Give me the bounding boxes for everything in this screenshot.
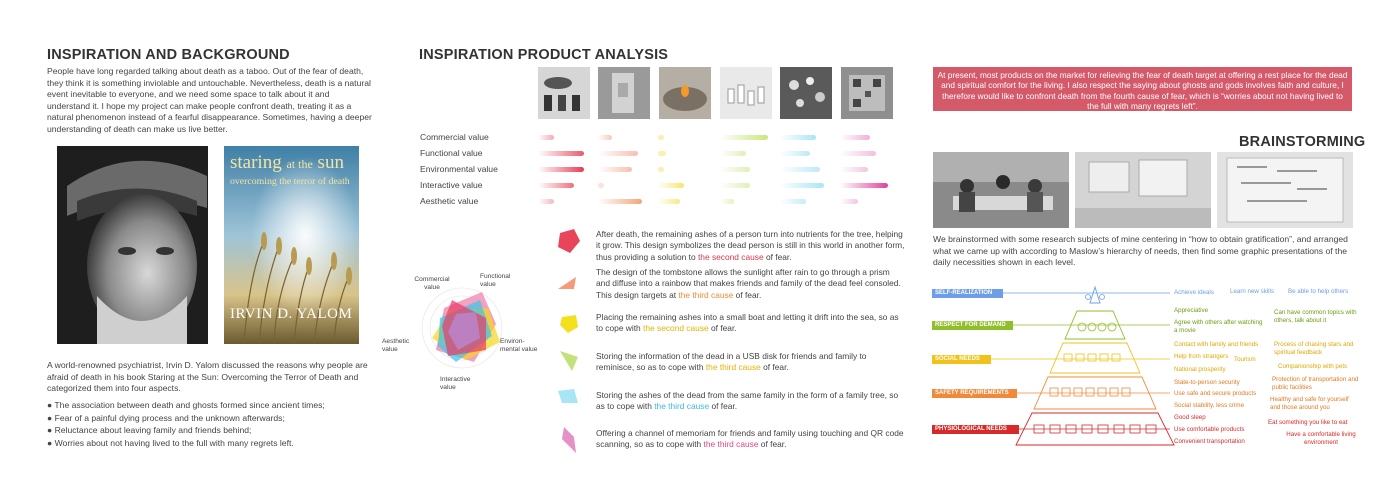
- maslow-level-social: SOCIAL NEEDS: [932, 355, 991, 364]
- value-bar: [658, 151, 666, 156]
- product-thumbnail: [598, 67, 650, 119]
- value-bar: [658, 135, 664, 140]
- section-title-inspiration: INSPIRATION AND BACKGROUND: [47, 47, 290, 63]
- value-bar: [780, 151, 810, 156]
- need-item: Learn new skills: [1230, 288, 1275, 295]
- value-bar: [658, 183, 684, 188]
- value-bar: [840, 151, 876, 156]
- need-item: State-to-person security: [1174, 379, 1240, 386]
- value-bar: [538, 183, 574, 188]
- need-item: Convenient transportation: [1174, 438, 1245, 445]
- row-label-interactive: Interactive value: [420, 180, 483, 190]
- book-title: staring at the sun: [230, 152, 344, 173]
- product-thumbnail: [659, 67, 711, 119]
- need-item: Process of chasing stars and spiritual feedback: [1274, 341, 1354, 356]
- fear-causes-list: [47, 399, 377, 449]
- maslow-level-respect: RESPECT FOR DEMAND: [932, 321, 1013, 330]
- product-thumbnail: [780, 67, 832, 119]
- intro-paragraph: People have long regarded talking about death as a taboo. Out of the fear of death, they think it is something inviolable and untouchable. Nevertheless, death is a natural event inevitable to everyone, and we need some space to talk about it and understand it. I hope my project can make people confront death, treating it as a natural phenomenon instead of a fearful disappearance. Sometimes, having a deeper understanding of death can make us live better.: [47, 66, 372, 134]
- value-bar: [840, 199, 858, 204]
- section-title-brainstorming: BRAINSTORMING: [1239, 134, 1366, 150]
- value-bar: [780, 199, 806, 204]
- need-item: Be able to help others: [1288, 288, 1349, 295]
- need-item: Tourism: [1234, 356, 1256, 363]
- maslow-level-self-realization: SELF-REALIZATION: [932, 289, 1003, 298]
- value-bar: [538, 135, 554, 140]
- value-bar: [598, 183, 604, 188]
- radar-label-aesthetic: Aesthetic value: [382, 338, 410, 353]
- need-item: Protection of transportation and public facilities: [1272, 376, 1359, 391]
- portrait-photo: [57, 146, 208, 344]
- need-item: Have a comfortable living environment: [1286, 431, 1356, 446]
- section-title-product-analysis: INSPIRATION PRODUCT ANALYSIS: [419, 47, 669, 63]
- product-thumbnail: [538, 67, 590, 119]
- row-label-aesthetic: Aesthetic value: [420, 196, 479, 206]
- row-label-functional: Functional value: [420, 148, 483, 158]
- product-description: Storing the information of the dead in a USB disk for friends and family to reminisce, so as to cope with the third cause of fear.: [596, 351, 867, 373]
- value-bar: [720, 135, 768, 140]
- brainstorm-paragraph: We brainstormed with some research subjects of mine centering in “how to obtain gratification”, and arranged what we came up with according to Maslow’s hierarchy of needs, then find some graphic presentations of the daily necessities shown in each level.: [933, 234, 1348, 268]
- product-description: Offering a channel of memoriam for friends and family using touching and QR code scanning, so as to cope with the third cause of fear.: [596, 428, 904, 450]
- value-bar: [720, 183, 750, 188]
- radar-chart: [382, 270, 542, 395]
- need-item: Eat something you like to eat: [1268, 419, 1348, 426]
- value-bar: [780, 167, 820, 172]
- need-item: Social stability, less crime: [1174, 402, 1245, 409]
- value-bar: [840, 183, 888, 188]
- list-item: ● Reluctance about leaving family and friends behind;: [47, 425, 252, 436]
- need-item: Agree with others after watching a movie: [1174, 319, 1263, 334]
- value-bar: [598, 199, 642, 204]
- need-item: Use comfortable products: [1174, 426, 1245, 433]
- brainstorm-photo: [1075, 152, 1211, 228]
- list-item: ● The association between death and ghosts formed since ancient times;: [47, 400, 325, 410]
- need-item: Can have common topics with others, talk about it: [1274, 309, 1357, 324]
- row-label-environmental: Environmental value: [420, 164, 498, 174]
- need-item: Help from strangers: [1174, 353, 1229, 360]
- need-item: Appreciative: [1174, 307, 1209, 314]
- book-subtitle: overcoming the terror of death: [230, 176, 350, 187]
- value-bar: [658, 199, 680, 204]
- value-bar: [780, 135, 816, 140]
- radar-label-commercial: Commercial value: [414, 276, 450, 291]
- value-comparison-table: [420, 128, 900, 213]
- need-item: Good sleep: [1174, 414, 1206, 421]
- radar-label-functional: Functional value: [480, 273, 511, 288]
- value-bar: [720, 167, 750, 172]
- need-item: National prosperity: [1174, 366, 1226, 373]
- brainstorm-photo: [933, 152, 1069, 228]
- need-item: Achieve ideals: [1174, 289, 1214, 296]
- product-description: Storing the ashes of the dead from the same family in the form of a family tree, so as to cope with the third cause of fear.: [596, 390, 899, 412]
- value-bar: [538, 167, 584, 172]
- list-item: ● Fear of a painful dying process and the unknown afterwards;: [47, 412, 285, 423]
- value-bar: [598, 135, 612, 140]
- value-bar: [720, 151, 746, 156]
- need-item: Companionship with pets: [1278, 363, 1348, 370]
- product-thumbnail: [841, 67, 893, 119]
- value-bar: [780, 183, 824, 188]
- radar-label-interactive: Interactive value: [440, 376, 471, 391]
- conclusion-banner: At present, most products on the market for relieving the fear of death target at offering a rest place for the dead and spiritual comfort for the living. I also respect the saying about ghosts and gods involves faith and culture, I therefore would like to confront death from the fourth cause of fear, which is “worries about not having lived to the full with many regrets left”.: [933, 67, 1352, 111]
- brainstorm-photo: [1217, 152, 1353, 228]
- value-bar: [598, 167, 632, 172]
- radar-label-environmental: Environ-mental value: [500, 338, 538, 353]
- maslow-level-physiological: PHYSIOLOGICAL NEEDS: [932, 425, 1019, 434]
- value-bar: [840, 135, 870, 140]
- product-thumbnail: [720, 67, 772, 119]
- value-bar: [598, 151, 638, 156]
- list-item: ● Worries about not having lived to the full with many regrets left.: [47, 437, 294, 448]
- need-item: Healthy and safe for yourself and those around you: [1270, 396, 1349, 411]
- value-bar: [840, 167, 868, 172]
- row-label-commercial: Commercial value: [420, 132, 489, 142]
- value-bar: [538, 199, 554, 204]
- maslow-pyramid: [930, 283, 1360, 453]
- value-bar: [658, 167, 664, 172]
- product-description: After death, the remaining ashes of a person turn into nutrients for the tree, helping it grow. This design symbolizes the dead person is still in this world in another form, thus providing a solution to the second cause of fear.: [596, 229, 905, 262]
- need-item: Contact with family and friends: [1174, 341, 1259, 348]
- body-paragraph: A world-renowned psychiatrist, Irvin D. Yalom discussed the reasons why people are afraid of death in his book Staring at the Sun: Overcoming the Terror of Death and categorized them into four aspects.: [47, 360, 368, 394]
- product-descriptions: [556, 225, 916, 455]
- need-item: Use safe and secure products: [1174, 390, 1257, 397]
- maslow-level-safety: SAFETY REQUIREMENTS: [932, 389, 1017, 398]
- product-description: The design of the tombstone allows the sunlight after rain to go through a prism and diffuse into a rainbow that makes friends and family of the dead feel consoled. This design targets at the third cause of fear.: [596, 267, 901, 300]
- value-bar: [720, 199, 734, 204]
- book-cover: [224, 146, 359, 344]
- value-bar: [538, 151, 584, 156]
- product-description: Placing the remaining ashes into a small boat and letting it drift into the sea, so as to cope with the second cause of fear.: [596, 312, 899, 334]
- book-author: IRVIN D. YALOM: [230, 306, 353, 322]
